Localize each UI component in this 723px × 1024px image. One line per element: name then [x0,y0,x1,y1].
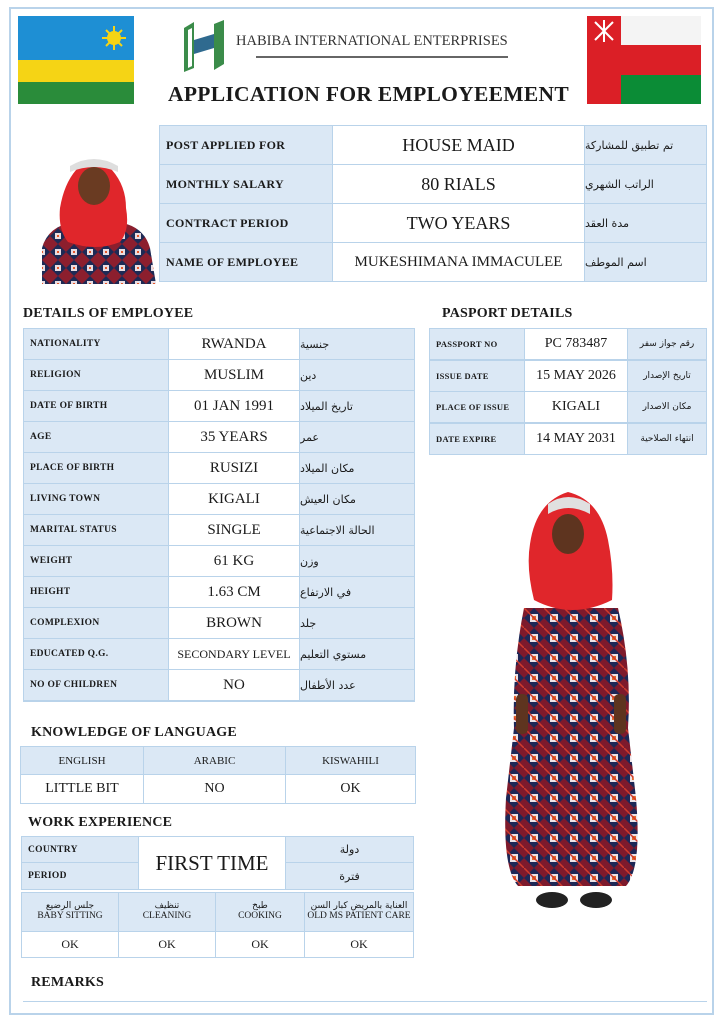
details-value: 35 YEARS [169,422,299,452]
details-label: EDUCATED Q.G. [24,639,168,669]
work-title: WORK EXPERIENCE [28,815,173,830]
job-value: 80 RIALS [333,165,584,203]
details-arabic: في الارتفاع [300,577,414,607]
passport-label: PLACE OF ISSUE [430,392,524,422]
remarks-line [23,1001,707,1002]
passport-arabic: رقم جواز سفر [628,329,706,359]
details-value: 1.63 CM [169,577,299,607]
details-arabic: مستوي التعليم [300,639,414,669]
skill-value: OK [119,932,215,957]
job-label: NAME OF EMPLOYEE [160,243,332,281]
passport-label: DATE EXPIRE [430,424,524,454]
details-value: SECONDARY LEVEL [169,639,299,669]
employee-portrait-photo [34,148,158,284]
details-value: 01 JAN 1991 [169,391,299,421]
details-value: NO [169,670,299,700]
details-label: NO OF CHILDREN [24,670,168,700]
language-level: OK [286,775,415,803]
passport-value: KIGALI [525,392,627,422]
details-arabic: جلد [300,608,414,638]
details-label: NATIONALITY [24,329,168,359]
work-period-arabic: فترة [286,863,413,889]
language-title: KNOWLEDGE OF LANGUAGE [31,725,237,740]
job-label: POST APPLIED FOR [160,126,332,164]
work-experience-value: FIRST TIME [139,837,285,889]
language-level: LITTLE BIT [21,775,143,803]
job-arabic: اسم الموطف [585,243,706,281]
job-label: MONTHLY SALARY [160,165,332,203]
skill-arabic: طبخ [252,901,268,912]
job-label: CONTRACT PERIOD [160,204,332,242]
skill-arabic: العناية بالمريض كبار السن [310,901,408,912]
skill-label: BABY SITTING [37,910,103,921]
details-value: RWANDA [169,329,299,359]
skill-header [119,893,215,931]
details-arabic: مكان العيش [300,484,414,514]
details-arabic: الحالة الاجتماعية [300,515,414,545]
remarks-title: REMARKS [31,975,104,990]
skill-value: OK [22,932,118,957]
details-arabic: عدد الأطفال [300,670,414,700]
skill-value: OK [305,932,413,957]
details-arabic: وزن [300,546,414,576]
skill-arabic: تنظيف [154,901,180,912]
language-name: ENGLISH [21,747,143,774]
oman-flag-icon [587,16,701,104]
skill-value: OK [216,932,304,957]
details-value: SINGLE [169,515,299,545]
details-label: WEIGHT [24,546,168,576]
company-name: HABIBA INTERNATIONAL ENTERPRISES [236,33,508,49]
details-label: RELIGION [24,360,168,390]
language-level: NO [144,775,285,803]
details-arabic: دين [300,360,414,390]
passport-title: PASPORT DETAILS [442,306,573,321]
passport-arabic: مكان الاصدار [628,392,706,422]
skill-header [216,893,304,931]
rwanda-flag-icon [18,16,134,104]
job-value: HOUSE MAID [333,126,584,164]
details-value: RUSIZI [169,453,299,483]
skill-arabic: جلس الرضيع [45,901,95,912]
details-value: KIGALI [169,484,299,514]
skill-label: COOKING [238,910,282,921]
job-arabic: مدة العقد [585,204,706,242]
job-arabic: تم تطبيق للمشاركة [585,126,706,164]
passport-value: PC 783487 [525,329,627,359]
work-period-label: PERIOD [22,863,138,889]
passport-label: PASSPORT NO [430,329,524,359]
skill-label: CLEANING [142,910,192,921]
details-arabic: مكان الميلاد [300,453,414,483]
work-country-label: COUNTRY [22,837,138,862]
details-value: BROWN [169,608,299,638]
passport-arabic: انتهاء الصلاحية [628,424,706,454]
details-label: DATE OF BIRTH [24,391,168,421]
details-label: PLACE OF BIRTH [24,453,168,483]
job-value: MUKESHIMANA IMMACULEE [333,243,584,281]
employee-full-body-photo [504,488,640,914]
passport-arabic: تاريخ الإصدار [628,361,706,391]
details-arabic: عمر [300,422,414,452]
details-label: HEIGHT [24,577,168,607]
details-arabic: تاريخ الميلاد [300,391,414,421]
details-label: AGE [24,422,168,452]
details-label: LIVING TOWN [24,484,168,514]
language-name: KISWAHILI [286,747,415,774]
form-title: APPLICATION FOR EMPLOYEEMENT [168,82,569,106]
skill-label: OLD MS PATIENT CARE [307,910,411,921]
work-country-arabic: دولة [286,837,413,862]
details-title: DETAILS OF EMPLOYEE [23,306,194,321]
language-name: ARABIC [144,747,285,774]
passport-label: ISSUE DATE [430,361,524,391]
details-value: MUSLIM [169,360,299,390]
job-value: TWO YEARS [333,204,584,242]
skill-header [22,893,118,931]
details-label: MARITAL STATUS [24,515,168,545]
details-label: COMPLEXION [24,608,168,638]
company-logo-icon [180,18,228,74]
job-arabic: الراتب الشهري [585,165,706,203]
passport-value: 14 MAY 2031 [525,424,627,454]
skill-header [305,893,413,931]
details-arabic: جنسية [300,329,414,359]
passport-value: 15 MAY 2026 [525,361,627,391]
details-value: 61 KG [169,546,299,576]
title-divider [256,56,508,58]
